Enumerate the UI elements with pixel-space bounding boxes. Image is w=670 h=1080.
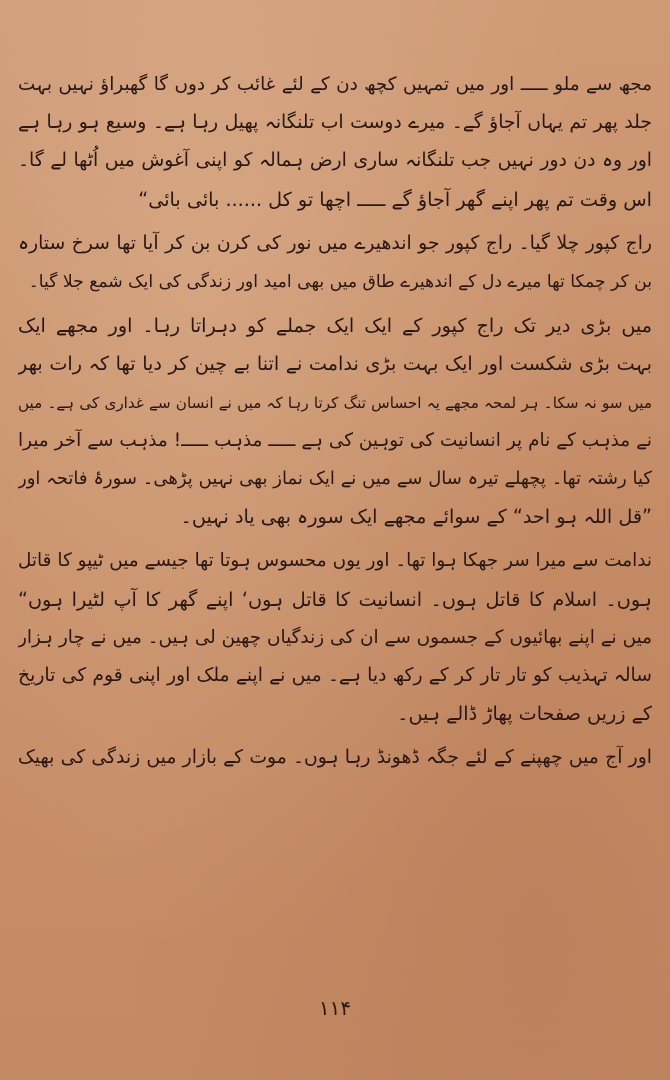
text-line: اور وہ دن دور نہیں جب تلنگانہ ساری ارض ہمالہ کو اپنی آغوش میں اُٹھا لے گا۔: [18, 150, 652, 172]
text-line: بہت بڑی شکست اور ایک بہت بڑی ندامت نے اتنا بے چین کر دیا تھا کہ رات بھر: [18, 352, 652, 376]
urdu-body-text: [18, 66, 652, 778]
text-line: نے مذہب کے نام پر انسانیت کی توہین کی ہے ـــــ مذہب ـــــ! مذہب سے آخر میرا: [18, 429, 652, 451]
text-line: ”قل اللہ ہو احد“ کے سوائے مجھے ایک سورہ بھی یاد نہیں۔: [180, 505, 652, 529]
text-line: جلد پھر تم یہاں آجاؤ گے۔ میرے دوست اب تلنگانہ پھیل رہا ہے۔ وسیع ہو رہا ہے: [18, 112, 652, 134]
text-line: اور آج میں چھپنے کے لئے جگہ ڈھونڈ رہا ہوں۔ موت کے بازار میں زندگی کی بھیک: [18, 747, 652, 769]
text-line: مجھ سے ملو ـــــ اور میں تمہیں کچھ دن کے لئے غائب کر دوں گا گھبراؤ نہیں بہت: [18, 74, 652, 95]
text-line: میں نے اپنے بھائیوں کے جسموں سے ان کی زندگیاں چھین لی ہیں۔ میں نے چار ہزار: [18, 626, 652, 648]
text-line: راج کپور چلا گیا۔ راج کپور جو اندھیرے میں نور کی کرن بن کر آیا تھا سرخ ستارہ: [18, 232, 652, 254]
text-line: ہوں۔ اسلام کا قاتل ہوں۔ انسانیت کا قاتل ہوں‘ اپنے گھر کا آپ لٹیرا ہوں“: [18, 587, 652, 611]
text-line: کے زریں صفحات پھاڑ ڈالے ہیں۔: [397, 702, 652, 726]
text-line: بن کر چمکا تھا میرے دل کے اندھیرے طاق میں بھی امید اور زندگی کی ایک شمع جلا گیا۔: [28, 272, 652, 293]
text-line: کیا رشتہ تھا۔ پچھلے تیرہ سال سے میں نے ایک نماز بھی نہیں پڑھی۔ سورۂ فاتحہ اور: [18, 468, 652, 490]
text-line: اس وقت تم پھر اپنے گھر آجاؤ گے ـــــ اچھا تو کل ...... بائی بائی“: [138, 187, 652, 211]
text-line: میں بڑی دیر تک راج کپور کے ایک ایک جملے کو دہراتا رہا۔ اور مجھے ایک: [18, 314, 652, 338]
page-number: ۱۱۴: [318, 996, 352, 1020]
text-line: سالہ تہذیب کو تار تار کر کے رکھ دیا ہے۔ میں نے اپنے ملک اور اپنی قوم کی تاریخ: [18, 665, 652, 687]
text-line: ندامت سے میرا سر جھکا ہوا تھا۔ اور یوں محسوس ہوتا تھا جیسے میں ٹیپو کا قاتل: [18, 550, 652, 572]
text-line: میں سو نہ سکا۔ ہر لمحہ مجھے یہ احساس تنگ کرتا رہا کہ میں نے انسان سے غداری کی ہے۔ میں: [18, 393, 652, 412]
